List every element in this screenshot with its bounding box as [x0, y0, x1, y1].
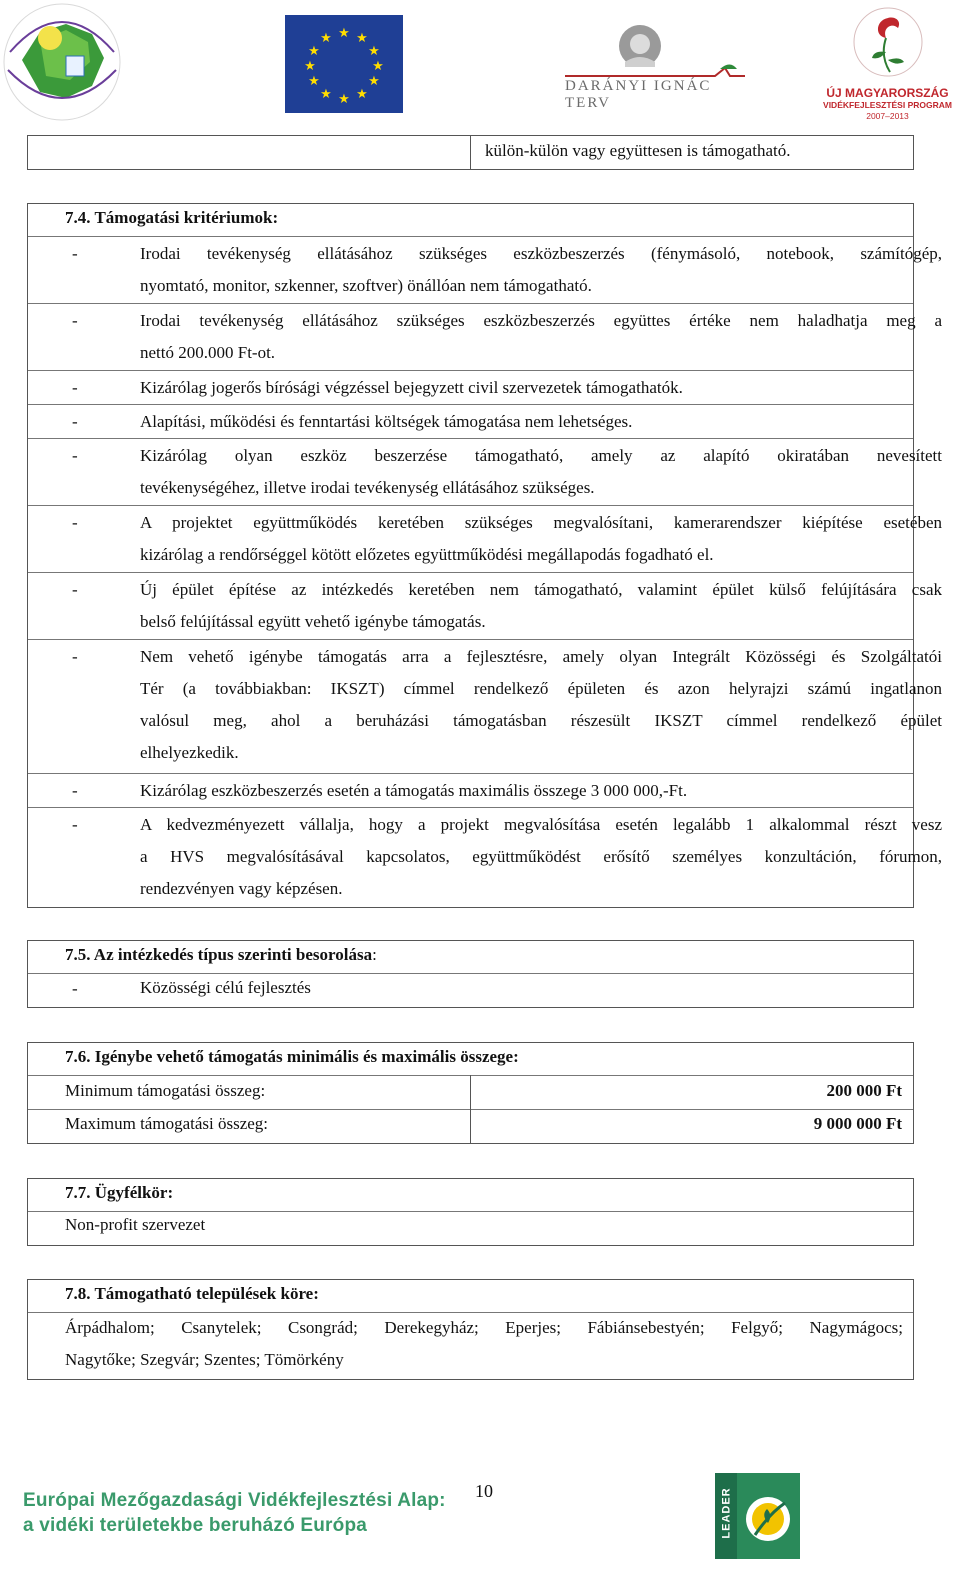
section-7-7-title: 7.7. Ügyfélkör: — [65, 1183, 174, 1202]
page-number: 10 — [475, 1481, 493, 1501]
leader-logo-text: LEADER — [720, 1487, 733, 1539]
section-7-5-title: 7.5. Az intézkedés típus szerinti besorolása: — [65, 945, 377, 964]
uj-magyarorszag-logo — [820, 6, 955, 124]
svg-text:★: ★ — [338, 92, 350, 107]
section-7-8-settlements — [27, 1279, 914, 1380]
section-7-8-title: 7.8. Támogatható települések köre: — [65, 1284, 319, 1303]
section-7-4-criteria — [27, 203, 942, 908]
eafrd-line-2: a vidéki területekbe beruházó Európa — [23, 1515, 368, 1536]
svg-text:★: ★ — [356, 87, 368, 102]
section-7-4-title: 7.4. Támogatási kritériumok: — [65, 208, 279, 227]
svg-text:★: ★ — [368, 74, 380, 89]
svg-text:★: ★ — [320, 31, 332, 46]
settlements-line-2: Nagytőke; Szegvár; Szentes; Tömörkény — [65, 1350, 344, 1369]
continuation-table — [27, 135, 914, 170]
section-7-6-amounts — [27, 1042, 914, 1144]
criteria-item: - Alapítási, működési és fenntartási költségek támogatása nem lehetséges. — [72, 412, 633, 431]
svg-text:★: ★ — [308, 74, 320, 89]
min-amount-label: Minimum támogatási összeg: — [65, 1081, 266, 1100]
eafrd-slogan — [23, 1488, 446, 1538]
criteria-item: - Új épület építése az intézkedés keretében nem támogatható, valamint épület külső felújítására csak belső felújítással együtt vehető igénybe támogatás. — [72, 580, 942, 631]
criteria-item: - Nem vehető igénybe támogatás arra a fejlesztésre, amely olyan Integrált Közösségi és Szolgáltatói Tér (a továbbiakban: IKSZT) címmel rendelkező épületen és azon helyrajzi számú ingatlanon valósul meg, ahol a beruházási támogatásban részesült IKSZT címmel rendelkező épület elhelyezkedik. — [72, 647, 942, 762]
criteria-item: - Irodai tevékenység ellátásához szükséges eszközbeszerzés együttes értéke nem haladhatja meg a nettó 200.000 Ft-ot. — [72, 311, 942, 362]
continuation-text: külön-külön vagy együttesen is támogatható. — [485, 141, 791, 160]
atzo-tisza-leader-logo — [0, 0, 125, 125]
criteria-item: - Irodai tevékenység ellátásához szükséges eszközbeszerzés (fénymásoló, notebook, számítógép, nyomtató, monitor, szkenner, szoftver) önállóan nem támogatható. — [72, 244, 942, 295]
svg-text:★: ★ — [368, 44, 380, 59]
criteria-item: - Kizárólag olyan eszköz beszerzése támogatható, amely az alapító okiratában nevesített tevékenységéhez, illetve irodai tevékenység ellátásához szükséges. — [72, 446, 942, 497]
svg-text:★: ★ — [320, 87, 332, 102]
umvp-subtitle: VIDÉKFEJLESZTÉSI PROGRAM — [823, 100, 952, 110]
daranyi-ignac-terv-logo — [565, 22, 750, 111]
section-7-5-classification: 7.5. Az intézkedés típus szerinti besorolása: - Közösségi célú fejlesztés — [27, 940, 914, 1008]
clientele-value: Non-profit szervezet — [65, 1215, 206, 1234]
criteria-item: - A kedvezményezett vállalja, hogy a projekt megvalósítása esetén legalább 1 alkalommal részt vesz a HVS megvalósításával kapcsolatos, együttműködést erősítő személyes konzultáción, fórumon, rendezvényen vagy képzésen. — [72, 815, 942, 898]
criteria-item: - A projektet együttműködés keretében szükséges megvalósítani, kamerarendszer kiépítése esetében kizárólag a rendőrséggel kötött előzetes együttműködési megállapodás fogadható el. — [72, 513, 942, 564]
criteria-item: - Kizárólag jogerős bírósági végzéssel bejegyzett civil szervezetek támogathatók. — [72, 378, 683, 397]
settlements-line-1: Árpádhalom; Csanytelek; Csongrád; Derekegyház; Eperjes; Fábiánsebestyén; Felgyő; Nagymágocs; — [65, 1318, 903, 1337]
section-7-6-title: 7.6. Igénybe vehető támogatás minimális és maximális összege: — [65, 1047, 519, 1066]
classification-value: Közösségi célú fejlesztés — [140, 978, 311, 997]
svg-text:★: ★ — [308, 44, 320, 59]
umvp-title: ÚJ MAGYARORSZÁG — [826, 86, 949, 100]
svg-text:★: ★ — [356, 31, 368, 46]
eafrd-line-1: Európai Mezőgazdasági Vidékfejlesztési Alap: — [23, 1490, 446, 1511]
eu-flag-logo — [285, 15, 403, 113]
max-amount-label: Maximum támogatási összeg: — [65, 1114, 269, 1133]
umvp-years: 2007–2013 — [866, 111, 909, 121]
leader-logo — [715, 1473, 800, 1559]
svg-text:★: ★ — [338, 26, 350, 41]
daranyi-text: DARÁNYI IGNÁC TERV — [565, 78, 712, 111]
section-7-7-clientele — [27, 1178, 914, 1246]
max-amount-value: 9 000 000 Ft — [813, 1114, 902, 1133]
min-amount-value: 200 000 Ft — [826, 1081, 902, 1100]
svg-text:★: ★ — [372, 59, 384, 74]
criteria-item: - Kizárólag eszközbeszerzés esetén a támogatás maximális összege 3 000 000,-Ft. — [72, 781, 688, 800]
svg-text:★: ★ — [304, 59, 316, 74]
